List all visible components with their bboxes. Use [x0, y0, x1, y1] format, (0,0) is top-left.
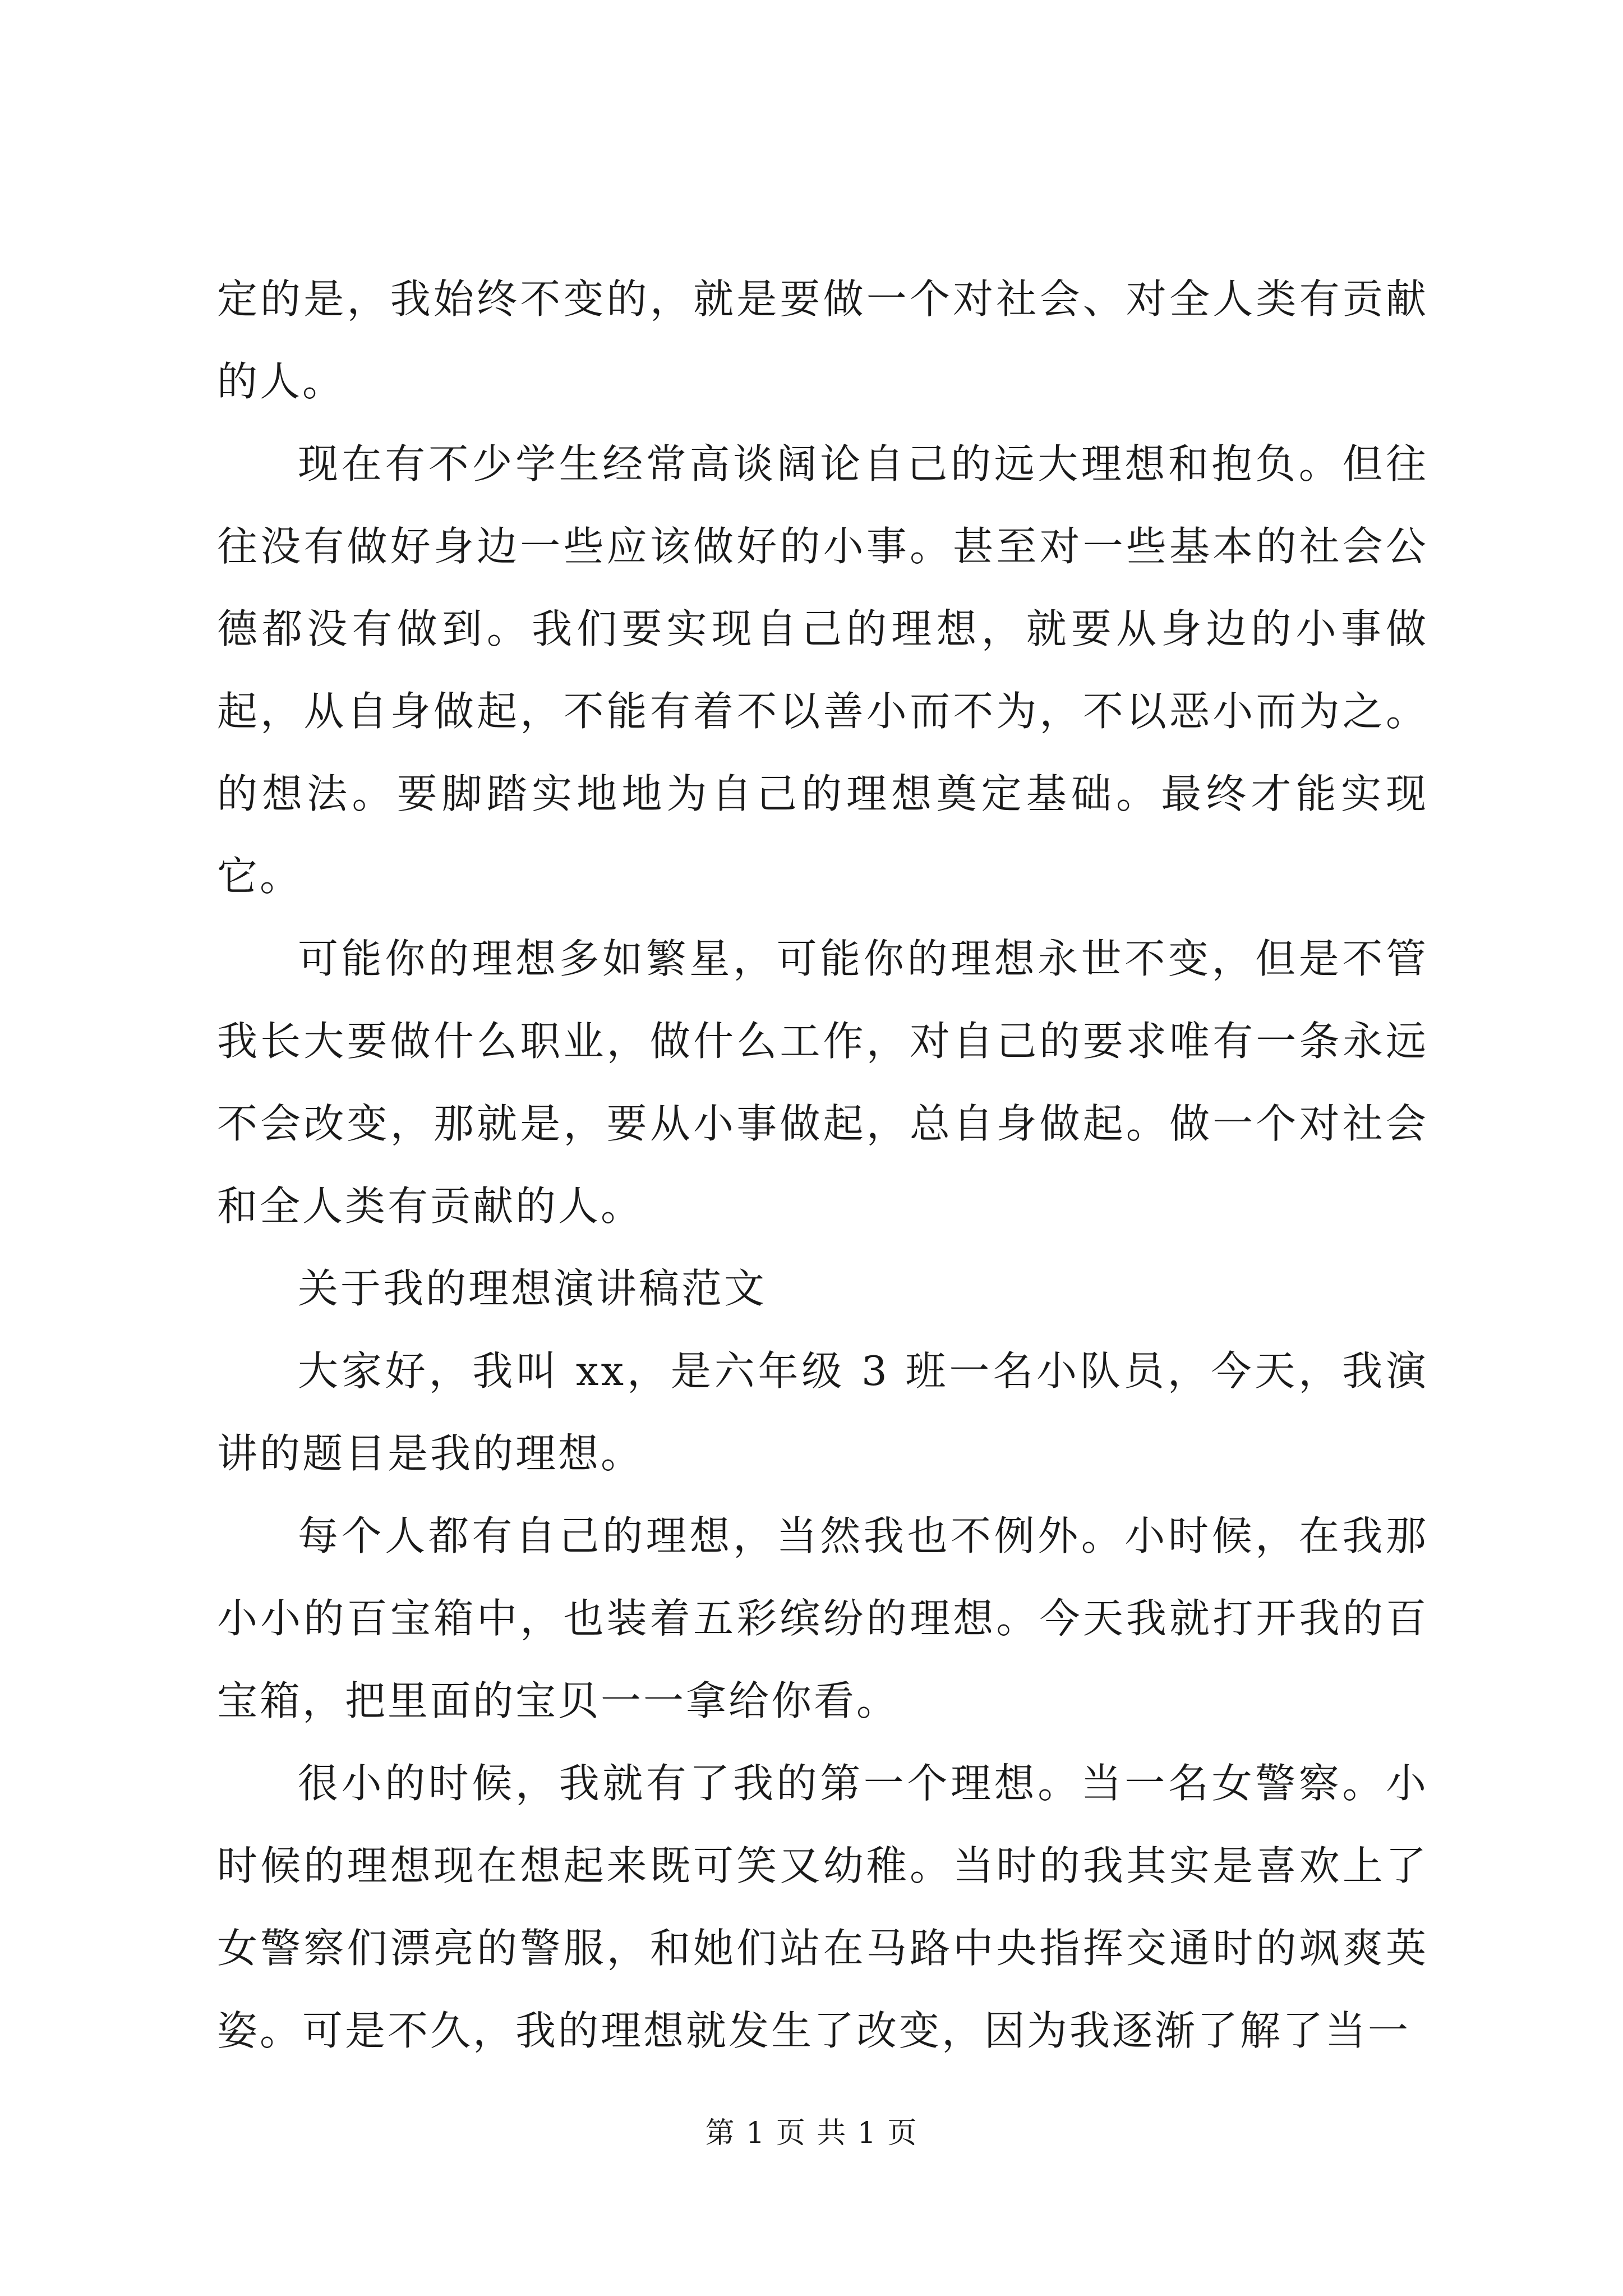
paragraph: 大家好，我叫 xx，是六年级 3 班一名小队员，今天，我演讲的题目是我的理想。 [217, 1347, 1428, 1477]
section-heading: 关于我的理想演讲稿范文 [298, 1265, 767, 1312]
paragraph: 可能你的理想多如繁星，可能你的理想永世不变，但是不管我长大要做什么职业，做什么工作，对自己的要求唯有一条永远不会改变，那就是，要从小事做起，总自身做起。做一个对社会和全人类有贡献的人。 [217, 935, 1428, 1230]
page-number-label: 第 1 页 共 1 页 [705, 2116, 918, 2150]
page-footer [0, 2109, 1623, 2151]
document-body [217, 258, 1428, 2072]
paragraph: 现在有不少学生经常高谈阔论自己的远大理想和抱负。但往往没有做好身边一些应该做好的小事。甚至对一些基本的社会公德都没有做到。我们要实现自己的理想，就要从身边的小事做起，从自身做起，不能有着不以善小而不为，不以恶小而为之。的想法。要脚踏实地地为自己的理想奠定基础。最终才能实现它。 [217, 440, 1428, 900]
paragraph: 很小的时候，我就有了我的第一个理想。当一名女警察。小时候的理想现在想起来既可笑又幼稚。当时的我其实是喜欢上了女警察们漂亮的警服，和她们站在马路中央指挥交通时的飒爽英姿。可是不久，我的理想就发生了改变，因为我逐渐了解了当一 [217, 1760, 1428, 2054]
paragraph-continuation: 定的是，我始终不变的，就是要做一个对社会、对全人类有贡献的人。 [217, 275, 1428, 405]
paragraph: 每个人都有自己的理想，当然我也不例外。小时候，在我那小小的百宝箱中，也装着五彩缤纷的理想。今天我就打开我的百宝箱，把里面的宝贝一一拿给你看。 [217, 1512, 1428, 1724]
